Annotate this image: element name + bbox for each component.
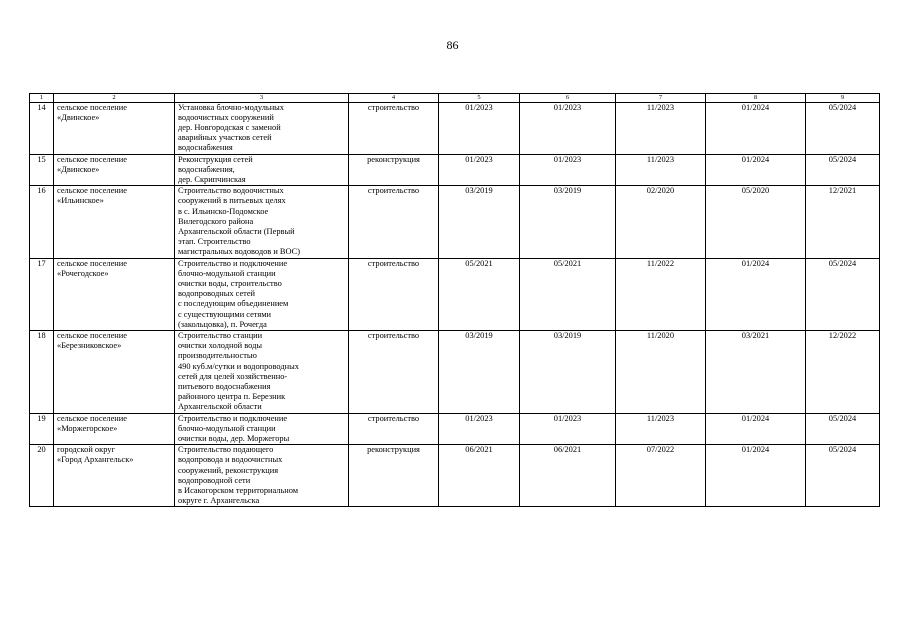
table-row [30,445,880,507]
date-cell: 05/2024 [806,154,880,186]
date-cell: 01/2024 [706,258,806,330]
object-line: производительностью [178,351,257,361]
date-cell: 11/2023 [616,154,706,186]
settlement-line: сельское поселение [57,102,127,112]
object-line: в с. Ильинско-Подомское [178,206,269,216]
work-type-cell: строительство [349,413,439,445]
object-line: Архангельской области [178,402,262,412]
table-row [30,413,880,445]
date-cell: 11/2023 [616,413,706,445]
row-number-cell: 17 [30,258,54,330]
settlement-cell [54,102,175,154]
date-cell: 05/2024 [806,445,880,507]
object-line: питьевого водоснабжения [178,381,271,391]
column-header: 2 [54,94,175,103]
date-cell: 03/2021 [706,330,806,413]
object-line: районного центра п. Березник [178,392,286,402]
settlement-line: «Березниковское» [57,341,122,351]
settlement-line: «Двинское» [57,164,100,174]
date-cell: 01/2023 [520,154,616,186]
object-cell [175,445,349,507]
date-cell: 05/2020 [706,186,806,258]
settlement-line: «Город Архангельск» [57,455,134,465]
date-cell: 01/2023 [439,413,520,445]
table-row [30,258,880,330]
object-line: дер. Новгородская с заменой [178,122,281,132]
work-type-cell: реконструкция [349,445,439,507]
object-line: водопровода и водоочистных [178,455,283,465]
object-line: водопроводной сети [178,475,251,485]
object-line: аварийных участков сетей [178,133,272,143]
object-cell [175,413,349,445]
row-number-cell: 20 [30,445,54,507]
object-line: этап. Строительство [178,237,251,247]
date-cell: 11/2023 [616,102,706,154]
settlement-line: сельское поселение [57,413,127,423]
settlement-cell [54,445,175,507]
column-header: 7 [616,94,706,103]
table-row [30,330,880,413]
date-cell: 11/2022 [616,258,706,330]
object-line: 490 куб.м/сутки и водопроводных [178,361,299,371]
date-cell: 01/2024 [706,413,806,445]
object-cell [175,330,349,413]
work-type-cell: строительство [349,102,439,154]
settlement-line: сельское поселение [57,186,127,196]
column-header: 8 [706,94,806,103]
object-line: Архангельской области (Первый [178,226,295,236]
object-line: блочно-модульной станции [178,268,276,278]
settlement-line: «Моржегорское» [57,423,118,433]
object-line: с существующими сетями [178,309,271,319]
row-number-cell: 18 [30,330,54,413]
settlement-cell [54,258,175,330]
date-cell: 01/2023 [439,102,520,154]
object-line: Строительство и подключение [178,413,288,423]
date-cell: 03/2019 [520,186,616,258]
column-header: 9 [806,94,880,103]
object-cell [175,154,349,186]
table-row [30,154,880,186]
date-cell: 05/2024 [806,258,880,330]
object-cell [175,186,349,258]
column-header: 3 [175,94,349,103]
settlement-line: «Двинское» [57,112,100,122]
date-cell: 02/2020 [616,186,706,258]
date-cell: 01/2023 [520,102,616,154]
table-row [30,102,880,154]
settlement-cell [54,330,175,413]
row-number-cell: 19 [30,413,54,445]
column-number-row [30,94,880,103]
column-header: 4 [349,94,439,103]
object-line: (закольцовка), п. Рочегда [178,319,267,329]
date-cell: 05/2024 [806,102,880,154]
object-line: очистки воды, строительство [178,278,282,288]
object-line: сетей для целей хозяйственно- [178,371,288,381]
date-cell: 11/2020 [616,330,706,413]
settlement-cell [54,413,175,445]
date-cell: 07/2022 [616,445,706,507]
work-type-cell: реконструкция [349,154,439,186]
object-cell [175,102,349,154]
date-cell: 06/2021 [439,445,520,507]
settlement-line: «Ильинское» [57,196,104,206]
row-number-cell: 16 [30,186,54,258]
page-number: 86 [446,38,459,52]
date-cell: 03/2019 [439,186,520,258]
object-line: в Исакогорском территориальном [178,486,299,496]
construction-schedule-table [29,93,880,507]
settlement-cell [54,154,175,186]
settlement-line: городской округ [57,445,115,455]
settlement-line: сельское поселение [57,154,127,164]
date-cell: 06/2021 [520,445,616,507]
object-line: водопроводных сетей [178,289,256,299]
row-number-cell: 15 [30,154,54,186]
object-line: блочно-модульной станции [178,423,276,433]
date-cell: 01/2024 [706,154,806,186]
column-header: 5 [439,94,520,103]
date-cell: 03/2019 [520,330,616,413]
date-cell: 01/2023 [439,154,520,186]
settlement-line: сельское поселение [57,258,127,268]
date-cell: 03/2019 [439,330,520,413]
object-cell [175,258,349,330]
object-line: Строительство станции [178,330,263,340]
settlement-line: сельское поселение [57,330,127,340]
object-line: Установка блочно-модульных [178,102,284,112]
table-row [30,186,880,258]
date-cell: 05/2024 [806,413,880,445]
object-line: Строительство водоочистных [178,186,284,196]
work-type-cell: строительство [349,258,439,330]
object-line: с последующим объединением [178,299,289,309]
work-type-cell: строительство [349,330,439,413]
row-number-cell: 14 [30,102,54,154]
object-line: округе г. Архангельска [178,496,260,506]
settlement-line: «Рочегодское» [57,268,109,278]
date-cell: 01/2024 [706,102,806,154]
object-line: Реконструкция сетей [178,154,253,164]
object-line: очистки воды, дер. Моржегоры [178,434,290,443]
column-header: 6 [520,94,616,103]
work-type-cell: строительство [349,186,439,258]
object-line: сооружений, реконструкция [178,465,279,475]
object-line: дер. Скрипчинская [178,174,246,184]
date-cell: 05/2021 [520,258,616,330]
object-line: Вилегодского района [178,216,254,226]
object-line: очистки холодной воды [178,341,262,351]
date-cell: 01/2024 [706,445,806,507]
date-cell: 12/2021 [806,186,880,258]
object-line: Строительство подающего [178,445,274,455]
object-line: водоснабжения [178,143,233,153]
date-cell: 05/2021 [439,258,520,330]
object-line: магистральных водоводов и ВОС) [178,247,301,257]
date-cell: 12/2022 [806,330,880,413]
date-cell: 01/2023 [520,413,616,445]
object-line: Строительство и подключение [178,258,288,268]
object-line: водоочистных сооружений [178,112,274,122]
settlement-cell [54,186,175,258]
column-header: 1 [30,94,54,103]
object-line: водоснабжения, [178,164,235,174]
object-line: сооружений в питьевых целях [178,196,286,206]
